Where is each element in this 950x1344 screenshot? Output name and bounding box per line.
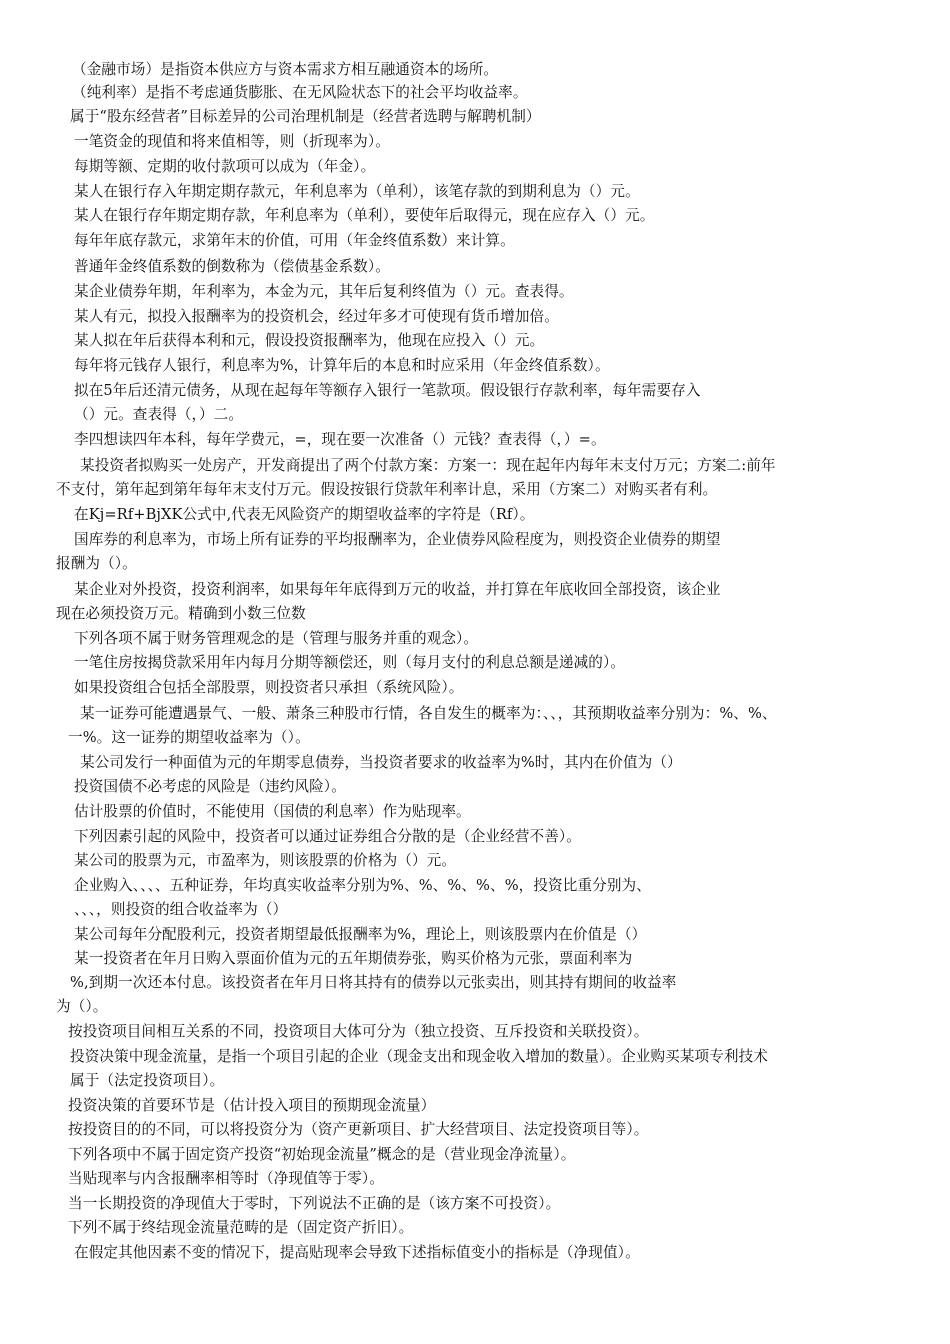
text-line: 属于（法定投资项目）。 bbox=[70, 1072, 225, 1089]
text-line: 现在必须投资万元。精确到小数三位数 bbox=[56, 605, 306, 622]
text-line: 某公司发行一种面值为元的年期零息债券，当投资者要求的收益率为%时，其内在价值为（） bbox=[80, 754, 682, 771]
text-line: 、、、，则投资的组合收益率为（） bbox=[74, 901, 288, 918]
text-line: 某一投资者在年月日购入票面价值为元的五年期债券张，购买价格为元张，票面利率为 bbox=[74, 950, 633, 967]
text-line: %,到期一次还本付息。该投资者在年月日将其持有的债券以元张卖出，则其持有期间的收益率 bbox=[70, 974, 677, 991]
text-line: （纯利率）是指不考虑通货膨胀、在无风险状态下的社会平均收益率。 bbox=[72, 84, 528, 101]
text-line: 某人拟在年后获得本利和元，假设投资报酬率为，他现在应投入（）元。 bbox=[74, 332, 545, 349]
text-line: 在假定其他因素不变的情况下，提高贴现率会导致下述指标值变小的指标是（净现值）。 bbox=[74, 1244, 640, 1261]
text-line: 某企业债券年期，年利率为，本金为元，其年后复利终值为（）元。查表得。 bbox=[74, 283, 574, 300]
text-line: 投资决策的首要环节是（估计投入项目的预期现金流量） bbox=[68, 1097, 436, 1114]
text-line: 某人有元，拟投入报酬率为的投资机会，经过年多才可使现有货币增加倍。 bbox=[74, 308, 559, 325]
text-line: 普通年金终值系数的倒数称为（偿债基金系数）。 bbox=[74, 258, 390, 275]
text-line: 每期等额、定期的收付款项可以成为（年金）。 bbox=[74, 158, 376, 175]
text-line: 一笔住房按揭贷款采用年内每月分期等额偿还，则（每月支付的利息总额是递减的）。 bbox=[74, 654, 626, 671]
text-line: （）元。查表得（，）二。 bbox=[74, 406, 244, 423]
text-line: 某公司的股票为元，市盈率为，则该股票的价格为（）元。 bbox=[74, 852, 457, 869]
text-line: 如果投资组合包括全部股票，则投资者只承担（系统风险）。 bbox=[74, 679, 464, 696]
text-line: 李四想读四年本科，每年学费元，=，现在要一次准备（）元钱？查表得（，）=。 bbox=[74, 431, 606, 448]
text-line: 一笔资金的现值和将来值相等，则（折现率为）。 bbox=[74, 133, 390, 150]
text-line: 某一证券可能遭遇景气、一般、萧条三种股市行情，各自发生的概率为：、、，其预期收益率分别为：%、%、 bbox=[80, 705, 777, 722]
text-line: 某公司每年分配股利元，投资者期望最低报酬率为%，理论上，则该股票内在价值是（） bbox=[74, 926, 647, 943]
text-line: 投资国债不必考虑的风险是（违约风险）。 bbox=[74, 778, 346, 795]
text-line: 报酬为（）。 bbox=[56, 555, 137, 572]
text-line: 当贴现率与内含报酬率相等时（净现值等于零）。 bbox=[68, 1170, 384, 1187]
text-line: 每年年底存款元，求第年末的价值，可用（年金终值系数）来计算。 bbox=[74, 232, 515, 249]
text-line: 某人在银行存年期定期存款，年利息率为（单利），要使年后取得元，现在应存入（）元。 bbox=[74, 207, 655, 224]
text-line: 按投资项目间相互关系的不同，投资项目大体可分为（独立投资、互斥投资和关联投资）。 bbox=[68, 1023, 649, 1040]
text-line: 每年将元钱存人银行，利息率为%，计算年后的本息和时应采用（年金终值系数）。 bbox=[74, 357, 610, 374]
text-line: 属于“股东经营者”目标差异的公司治理机制是（经营者选聘与解聘机制） bbox=[70, 108, 541, 125]
text-line: 下列各项中不属于固定资产投资“初始现金流量”概念的是（营业现金净流量）。 bbox=[68, 1146, 576, 1163]
text-line: 某企业对外投资，投资利润率，如果每年年底得到万元的收益，并打算在年底收回全部投资，该企业 bbox=[74, 581, 721, 598]
text-line: 下列不属于终结现金流量范畴的是（固定资产折旧）。 bbox=[68, 1219, 414, 1236]
text-line: 不支付，第年起到第年每年末支付万元。假设按银行贷款年利率计息，采用（方案二）对购买者有利。 bbox=[56, 481, 718, 498]
text-line: 在Kj=Rf+BjXK公式中,代表无风险资产的期望收益率的字符是（Rf）。 bbox=[74, 506, 535, 523]
text-line: 估计股票的价值时，不能使用（国债的利息率）作为贴现率。 bbox=[74, 803, 471, 820]
text-line: 按投资目的的不同，可以将投资分为（资产更新项目、扩大经营项目、法定投资项目等）。 bbox=[68, 1121, 649, 1138]
text-line: 某投资者拟购买一处房产，开发商提出了两个付款方案：方案一：现在起年内每年末支付万元；方案二:前年 bbox=[80, 457, 776, 474]
text-line: 下列各项不属于财务管理观念的是（管理与服务并重的观念）。 bbox=[74, 630, 479, 647]
text-line: 国库券的利息率为，市场上所有证券的平均报酬率为，企业债券风险程度为，则投资企业债券的期望 bbox=[74, 531, 721, 548]
text-line: 企业购入、、、、五种证券，年均真实收益率分别为%、%、%、%、%，投资比重分别为、 bbox=[74, 877, 651, 894]
text-line: 为（）。 bbox=[56, 998, 108, 1015]
text-line: 某人在银行存入年期定期存款元，年利息率为（单利），该笔存款的到期利息为（）元。 bbox=[74, 183, 640, 200]
text-line: 投资决策中现金流量，是指一个项目引起的企业（现金支出和现金收入增加的数量）。企业购买某项专利技术 bbox=[70, 1048, 769, 1065]
text-line: 一%。这一证券的期望收益率为（）。 bbox=[68, 729, 310, 746]
text-line: （金融市场）是指资本供应方与资本需求方相互融通资本的场所。 bbox=[72, 61, 499, 78]
text-line: 拟在5年后还清元债务，从现在起每年等额存入银行一笔款项。假设银行存款利率，每年需要存入 bbox=[74, 382, 701, 399]
text-line: 当一长期投资的净现值大于零时，下列说法不正确的是（该方案不可投资）。 bbox=[68, 1195, 561, 1212]
text-line: 下列因素引起的风险中，投资者可以通过证券组合分散的是（企业经营不善）。 bbox=[74, 828, 581, 845]
